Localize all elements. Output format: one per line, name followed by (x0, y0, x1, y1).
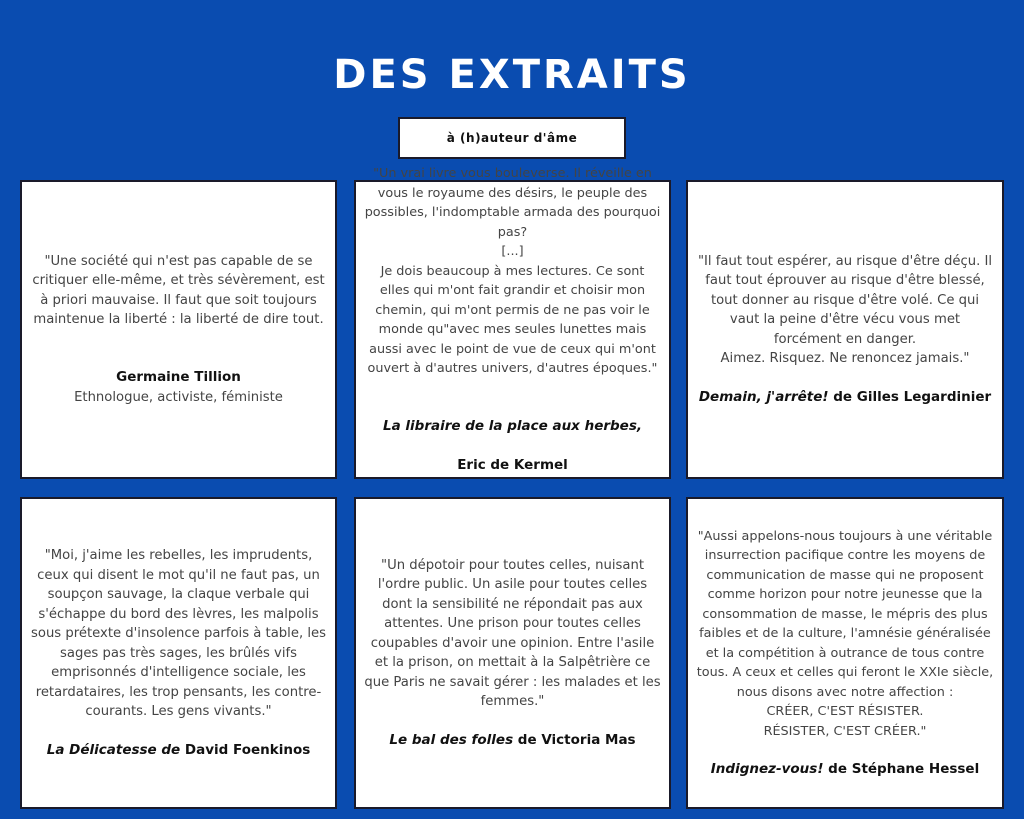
quote-card-hessel (686, 497, 1004, 809)
page-title: DES EXTRAITS (333, 52, 691, 98)
author-name: Germaine Tillion (116, 369, 241, 386)
quote-attribution (389, 731, 635, 751)
book-title: Indignez-vous! (710, 761, 824, 777)
quote-attribution (116, 349, 241, 388)
subtitle-text: à (h)auteur d'âme (446, 131, 578, 145)
subtitle-badge (398, 117, 626, 159)
quote-attribution (711, 760, 979, 780)
book-title: Demain, j'arrête! (698, 388, 829, 405)
author-name: Stéphane Hessel (851, 761, 980, 777)
author-role: Ethnologue, activiste, féministe (74, 389, 283, 405)
quote-attribution (699, 388, 991, 408)
quote-card-kermel (354, 166, 671, 479)
quote-text: "Un dépotoir pour toutes celles, nuisant l'ordre public. Un asile pour toutes celles dont la sensibilité ne répondait pas aux attentes. Une prison pour toutes celles coupables d'avoir une opinion. Entre l'asile et la prison, on mettait à la Salpêtrière ce que Paris ne savait gérer : les malades et les femmes." (364, 557, 661, 710)
book-title: Le bal des folles (389, 731, 514, 748)
quote-text: "Un vrai livre vous bouleverse. Il réveille en vous le royaume des désirs, le peuple des possibles, l'indomptable armada des pourquoi pas? [...] Je dois beaucoup à mes lectures. Ce sont elles qui m'ont fait grandir et choisir mon chemin, qui m'ont permis de ne pas voir le monde qu"avec mes seules lunettes mais aussi avec le point de vue de ceux qui m'ont ouvert à d'autres univers, d'autres époques." (364, 166, 661, 376)
attribution-connector: de (828, 388, 857, 405)
quote-attribution (47, 741, 311, 761)
quote-text: "Moi, j'aime les rebelles, les imprudents, ceux qui disent le mot qu'il ne faut pas, un soupçon sauvage, la claque verbale qui s'échappe du bord des lèvres, les malpolis sous prétexte d'insolence parfois à table, les sages pas très sages, les brûlés vifs emprisonnés d'intelligence sociale, les retardataires, les trop pensants, les contre-courants. Les gens vivants." (31, 548, 326, 719)
quote-card-legardinier (686, 180, 1004, 479)
quote-card-mas (354, 497, 671, 809)
author-name: Victoria Mas (541, 731, 636, 748)
quote-text: "Il faut tout espérer, au risque d'être déçu. Il faut tout éprouver au risque d'être blessé, tout donner au risque d'être volé. Ce qui vaut la peine d'être vécu vous met forcément en danger. Aimez. Risquez. Ne renoncez jamais." (697, 253, 993, 367)
attribution-connector: de (823, 761, 852, 777)
book-title: La libraire de la place aux herbes, (383, 418, 642, 434)
quote-text: "Une société qui n'est pas capable de se critiquer elle-même, et très sévèrement, est à priori mauvaise. Il faut que soit toujours maintenue la liberté : la liberté de dire tout. (32, 253, 325, 328)
quote-attribution (383, 398, 642, 496)
author-name: Eric de Kermel (457, 457, 568, 473)
attribution-connector: de (513, 731, 542, 748)
quote-text: "Aussi appelons-nous toujours à une véritable insurrection pacifique contre les moyens de communication de masse qui ne proposent comme horizon pour notre jeunesse que la consommation de masse, le mépris des plus faibles et de la culture, l'amnésie généralisée et la compétition à outrance de tous contre tous. A ceux et celles qui feront le XXIe siècle, nous disons avec notre affection : CRÉER, C'EST RÉSISTER. RÉSISTER, C'EST CRÉER." (696, 528, 994, 739)
author-name: Gilles Legardinier (856, 388, 992, 405)
quote-card-tillion (20, 180, 337, 479)
book-title: La Délicatesse de (46, 741, 181, 758)
quote-card-foenkinos (20, 497, 337, 809)
author-name: David Foenkinos (184, 741, 311, 758)
